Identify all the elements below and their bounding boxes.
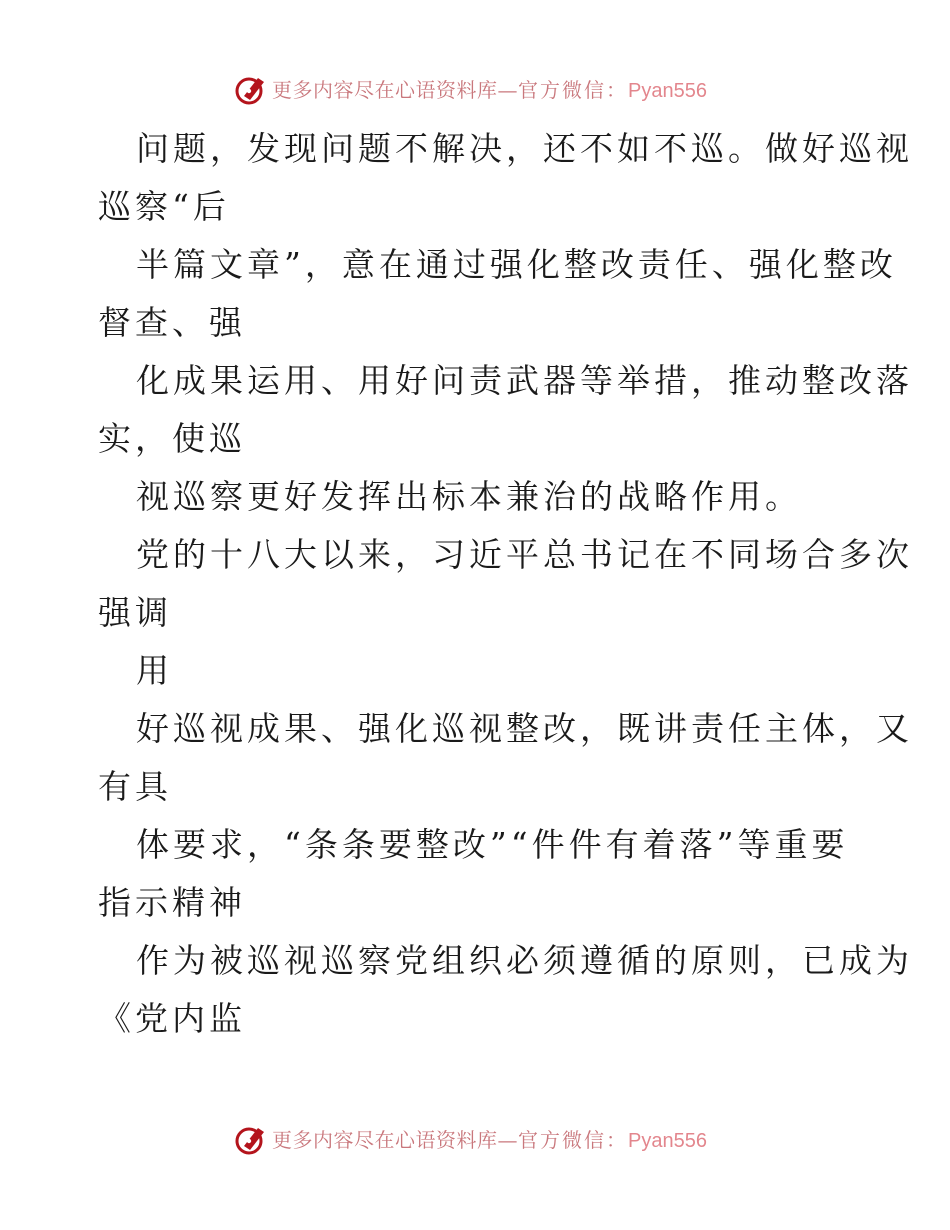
wechat-label: 官方微信： (518, 1128, 628, 1152)
paragraph-line: 实，使巡 (98, 419, 246, 458)
wechat-id: Pyan556 (628, 80, 707, 102)
paragraph-line: 半篇文章”，意在通过强化整改责任、强化整改 (136, 245, 897, 284)
site-name: 更多内容尽在心语资料库 (272, 78, 498, 102)
wechat-id: Pyan556 (628, 1130, 707, 1152)
banner-dash: — (497, 78, 518, 102)
paragraph-line: 《党内监 (98, 999, 246, 1038)
paragraph-line: 督查、强 (98, 303, 246, 342)
document-body (98, 120, 913, 1048)
paragraph-line: 作为被巡视巡察党组织必须遵循的原则，已成为 (136, 941, 913, 980)
paragraph-line: 化成果运用、用好问责武器等举措，推动整改落 (136, 361, 913, 400)
paragraph-line: 党的十八大以来，习近平总书记在不同场合多次 (136, 535, 913, 574)
footer-banner-text (272, 1127, 707, 1154)
pen-nib-logo-icon (234, 72, 268, 106)
paragraph-line: 问题，发现问题不解决，还不如不巡。做好巡视 (136, 129, 913, 168)
paragraph-line: 视巡察更好发挥出标本兼治的战略作用。 (136, 477, 802, 516)
paragraph-line: 好巡视成果、强化巡视整改，既讲责任主体，又 (136, 709, 913, 748)
pen-nib-logo-icon (234, 1122, 268, 1156)
wechat-label: 官方微信： (518, 78, 628, 102)
header-banner (0, 70, 950, 110)
paragraph-line: 有具 (98, 767, 172, 806)
banner-dash: — (497, 1128, 518, 1152)
footer-banner (0, 1120, 950, 1160)
paragraph-line: 巡察“后 (98, 187, 230, 226)
paragraph-line: 用 (136, 651, 173, 690)
site-name: 更多内容尽在心语资料库 (272, 1128, 498, 1152)
header-banner-text (272, 77, 707, 104)
paragraph-line: 强调 (98, 593, 172, 632)
paragraph-line: 体要求，“条条要整改”“件件有着落”等重要 (136, 825, 849, 864)
paragraph-line: 指示精神 (98, 883, 246, 922)
